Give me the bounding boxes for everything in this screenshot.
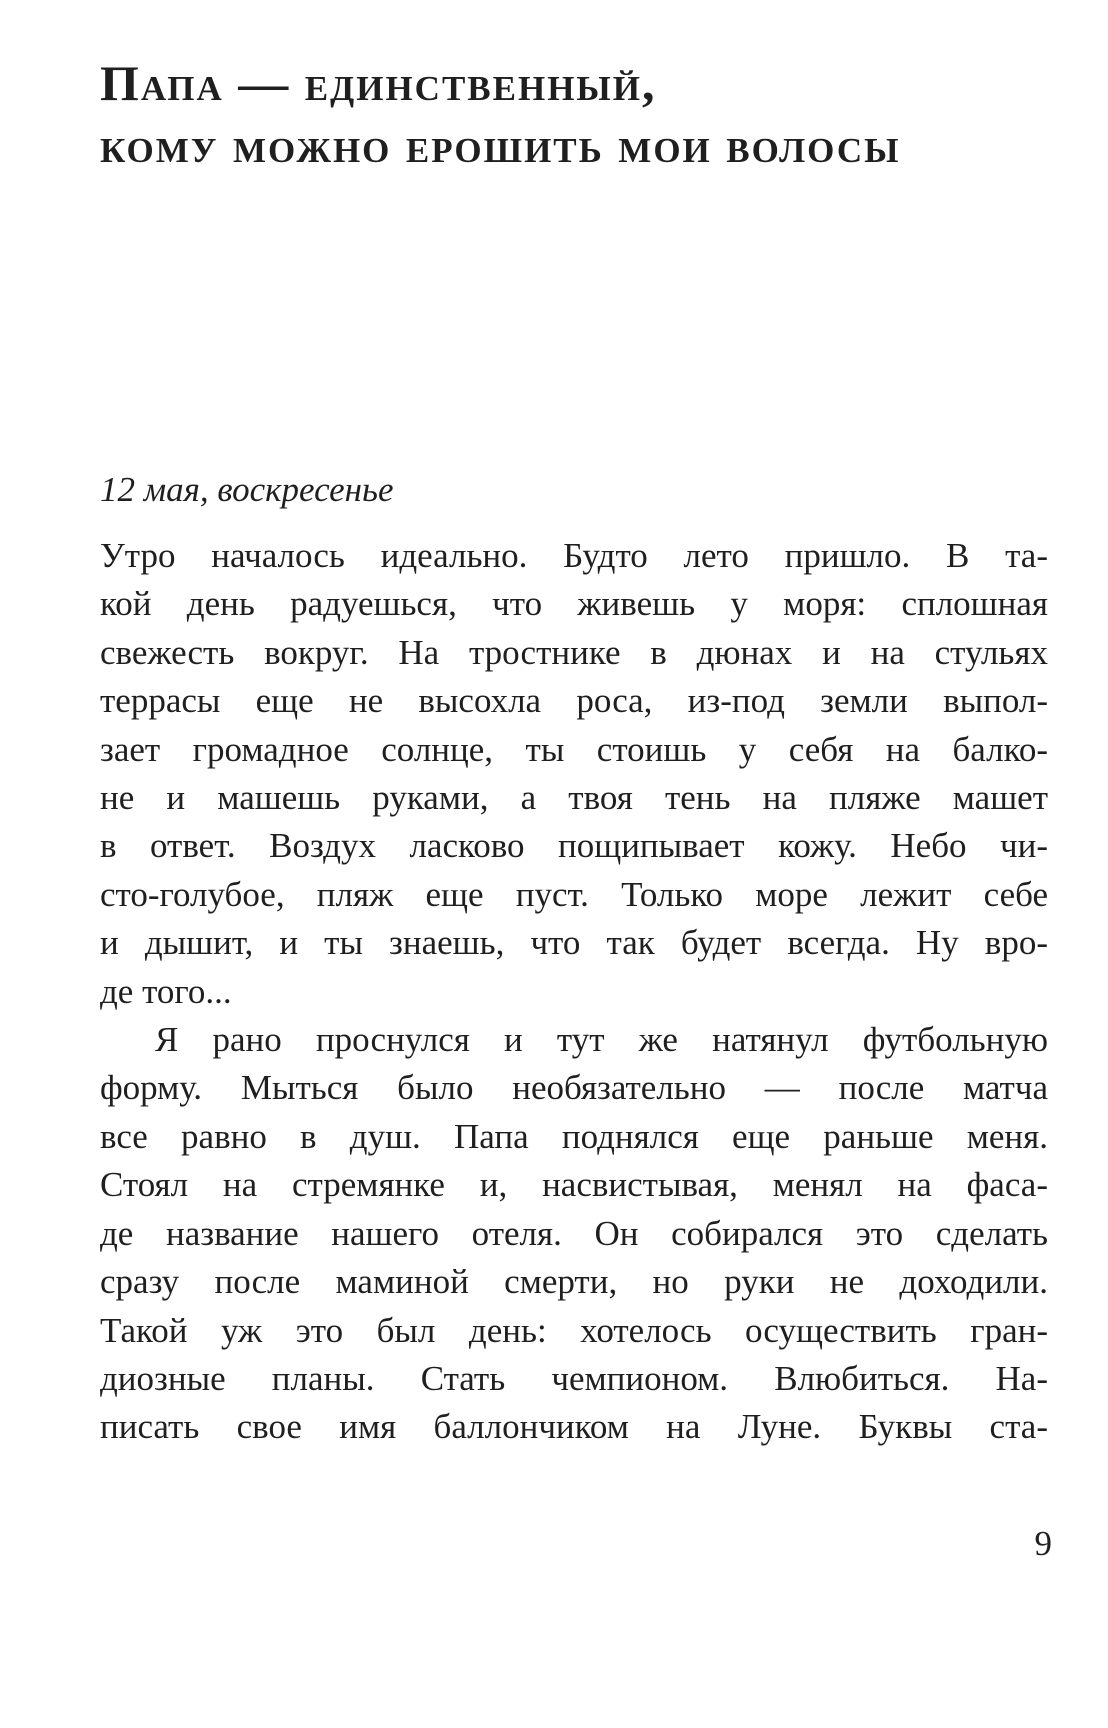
text-line: де того... (100, 971, 232, 1011)
chapter-title-line-1: Папа — единственный, (100, 55, 657, 111)
text-line: Стоял на стремянке и, насвистывая, менял на фаса- (100, 1165, 1048, 1205)
chapter-title (100, 52, 1050, 176)
chapter-title-line-2: кому можно ерошить мои волосы (100, 117, 901, 173)
text-line: зает громадное солнце, ты стоишь у себя на балко- (100, 729, 1048, 769)
text-line: писать свое имя баллончиком на Луне. Буквы ста- (100, 1407, 1048, 1447)
text-line: диозные планы. Стать чемпионом. Влюбиться. На- (100, 1358, 1048, 1398)
text-line: форму. Мыться было необязательно — после матча (100, 1068, 1048, 1108)
text-line: Такой уж это был день: хотелось осуществить гран- (100, 1310, 1048, 1350)
text-line: сто-голубое, пляж еще пуст. Только море лежит себе (100, 874, 1048, 914)
text-line: террасы еще не высохла роса, из-под земли выпол- (100, 681, 1048, 721)
text-line: сразу после маминой смерти, но руки не доходили. (100, 1262, 1048, 1302)
text-line: и дышит, и ты знаешь, что так будет всегда. Ну вро- (100, 923, 1048, 963)
text-line: не и машешь руками, а твоя тень на пляже машет (100, 778, 1048, 818)
text-line: свежесть вокруг. На тростнике в дюнах и на стульях (100, 632, 1048, 672)
text-line: кой день радуешься, что живешь у моря: сплошная (100, 584, 1048, 624)
body-text (100, 532, 1048, 1452)
text-line: все равно в душ. Папа поднялся еще раньше меня. (100, 1116, 1048, 1156)
text-line: Я рано проснулся и тут же натянул футбольную (155, 1020, 1048, 1060)
diary-entry-date: 12 мая, воскресенье (100, 470, 394, 509)
text-line: в ответ. Воздух ласково пощипывает кожу. Небо чи- (100, 826, 1048, 866)
text-line: Утро началось идеально. Будто лето пришло. В та- (100, 536, 1048, 575)
text-line: де название нашего отеля. Он собирался это сделать (100, 1213, 1048, 1253)
page-number: 9 (1034, 1524, 1052, 1563)
